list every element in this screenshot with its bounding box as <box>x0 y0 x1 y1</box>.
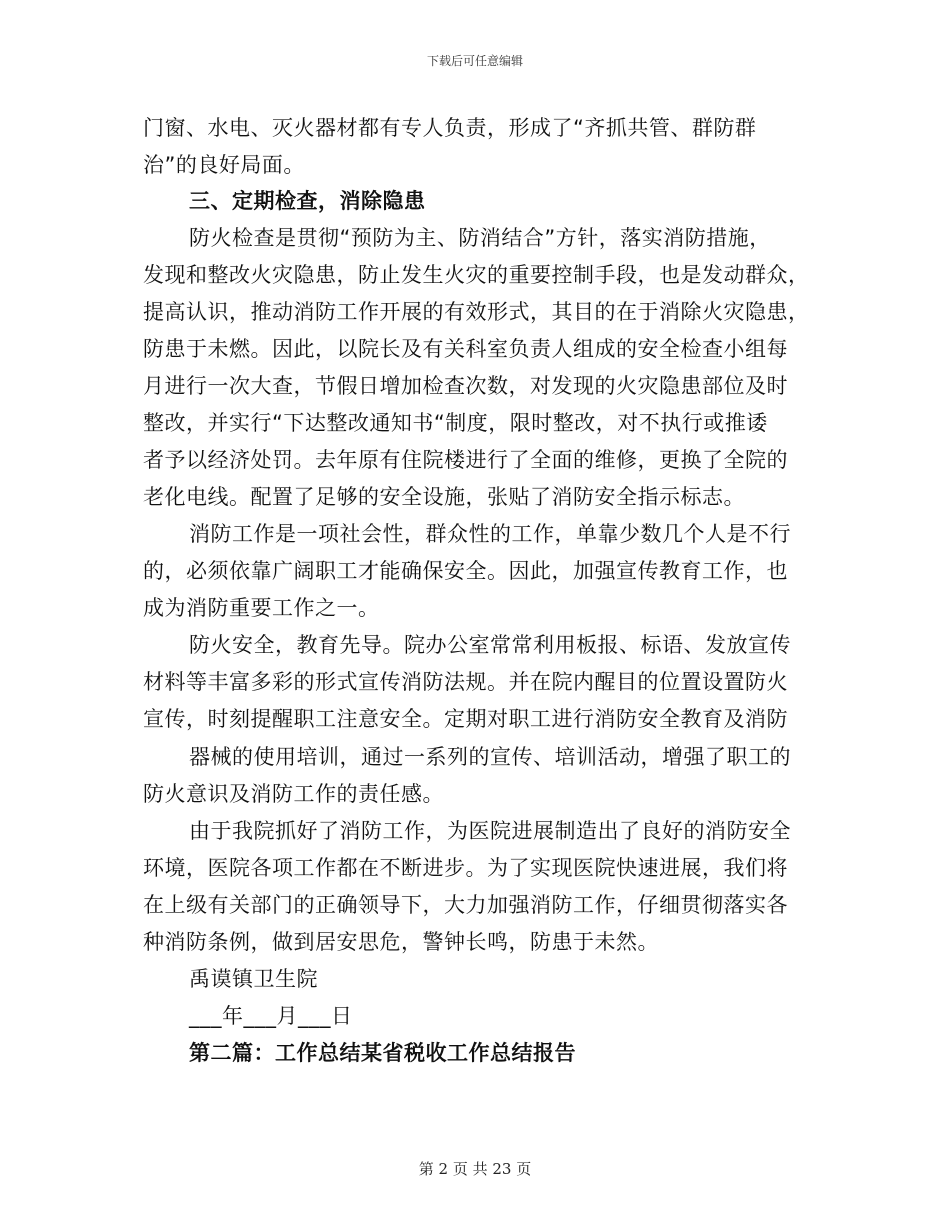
paragraph-line: 在上级有关部门的正确领导下，大力加强消防工作，仔细贯彻落实各 <box>143 893 788 917</box>
paragraph-line: 门窗、水电、灭火器材都有专人负责，形成了“齐抓共管、群防群 <box>143 116 757 140</box>
paragraph-line: 宣传，时刻提醒职工注意安全。定期对职工进行消防安全教育及消防 <box>143 707 788 731</box>
paragraph-line: 防患于未燃。因此，以院长及有关科室负责人组成的安全检查小组每 <box>143 337 788 361</box>
paragraph-line: 消防工作是一项社会性，群众性的工作，单靠少数几个人是不行 <box>189 522 791 546</box>
paragraph-line: 防火意识及消防工作的责任感。 <box>143 782 444 806</box>
paragraph-line: 发现和整改火灾隐患，防止发生火灾的重要控制手段，也是发动群众， <box>143 263 810 287</box>
paragraph-line: 月进行一次大查，节假日增加检查次数，对发现的火灾隐患部位及时 <box>143 374 788 398</box>
paragraph-line: 老化电线。配置了足够的安全设施，张贴了消防安全指示标志。 <box>143 485 745 509</box>
date-line: ___年___月___日 <box>189 1004 353 1028</box>
paragraph-line: 由于我院抓好了消防工作，为医院进展制造出了良好的消防安全 <box>189 819 791 843</box>
chapter-heading: 第二篇：工作总结某省税收工作总结报告 <box>189 1041 576 1065</box>
page-header-note: 下载后可任意编辑 <box>426 54 523 68</box>
paragraph-line: 成为消防重要工作之一。 <box>143 596 380 620</box>
paragraph-line: 环境，医院各项工作都在不断进步。为了实现医院快速进展，我们将 <box>143 856 788 880</box>
paragraph-line: 整改，并实行“下达整改通知书“制度，限时整改，对不执行或推诿 <box>143 411 768 435</box>
paragraph-line: 防火检查是贯彻“预防为主、防消结合”方针，落实消防措施， <box>189 226 771 250</box>
paragraph-line: 提高认识，推动消防工作开展的有效形式，其目的在于消除火灾隐患， <box>143 300 810 324</box>
paragraph-line: 治”的良好局面。 <box>143 153 305 177</box>
paragraph-line: 防火安全，教育先导。院办公室常常利用板报、标语、发放宣传 <box>189 633 791 657</box>
paragraph-line: 种消防条例，做到居安思危，警钟长鸣，防患于未然。 <box>143 930 659 954</box>
paragraph-line: 材料等丰富多彩的形式宣传消防法规。并在院内醒目的位置设置防火 <box>143 670 788 694</box>
signature-organization: 禹谟镇卫生院 <box>189 967 318 991</box>
paragraph-line: 者予以经济处罚。去年原有住院楼进行了全面的维修，更换了全院的 <box>143 448 788 472</box>
page-number-footer: 第 2 页 共 23 页 <box>418 1160 532 1178</box>
paragraph-line: 器械的使用培训，通过一系列的宣传、培训活动，增强了职工的 <box>189 745 791 769</box>
paragraph-line: 的，必须依靠广阔职工才能确保安全。因此，加强宣传教育工作，也 <box>143 559 788 583</box>
section-heading: 三、定期检查，消除隐患 <box>189 189 426 213</box>
